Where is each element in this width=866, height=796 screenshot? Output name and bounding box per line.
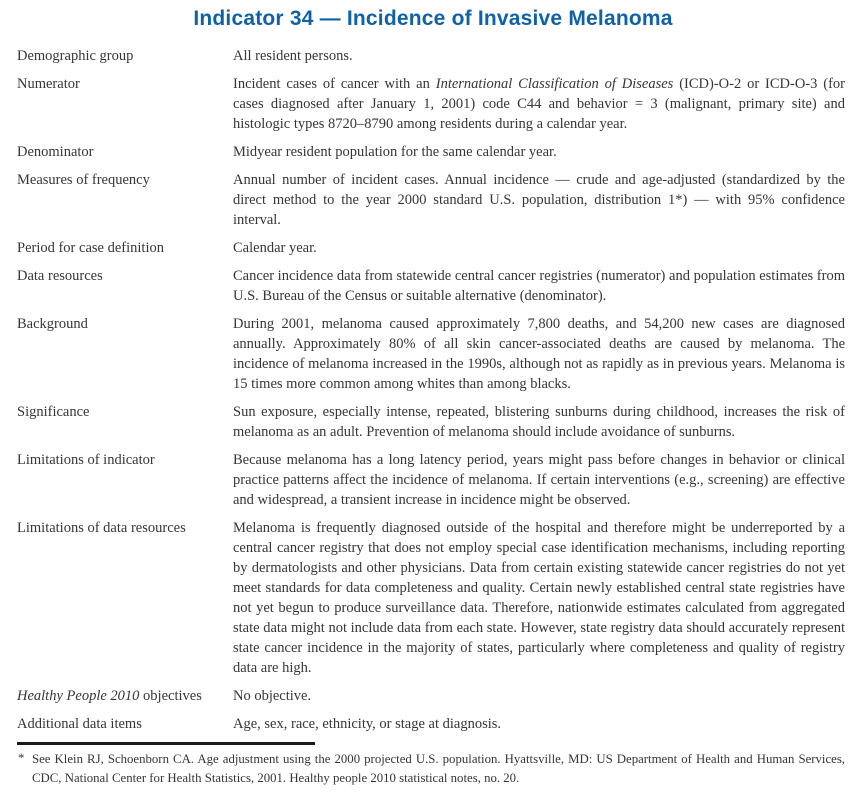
footnote-text: See Klein RJ, Schoenborn CA. Age adjustment using the 2000 projected U.S. population. Hyattsville, MD: US Department of Health and Human Services, CDC, National Center for Health Statistics, 2001. Healthy people 2010 statistical notes, no. 20. bbox=[32, 752, 845, 785]
row-value: Age, sex, race, ethnicity, or stage at diagnosis. bbox=[233, 716, 502, 732]
definition-row bbox=[17, 142, 845, 162]
indicator-definition-table bbox=[17, 46, 845, 787]
definition-row bbox=[17, 402, 845, 442]
definition-row bbox=[17, 714, 845, 734]
definition-row bbox=[17, 314, 845, 394]
row-value: Melanoma is frequently diagnosed outside of the hospital and therefore might be underreported by a central cancer registry that does not employ special case identification mechanisms, including reporting by dermatologists and other physicians. Data from certain existing statewide cancer registries do not yet meet standards for data completeness and quality. Certain newly established central state registries have not yet begun to produce surveillance data. Therefore, nationwide estimates calculated from aggregated state data might not include data from each state. However, state registry data should accurately represent state cancer incidence in the majority of states, particularly where completeness and quality of registry data are high. bbox=[233, 520, 845, 676]
row-value: Cancer incidence data from statewide central cancer registries (numerator) and population estimates from U.S. Bureau of the Census or suitable alternative (denominator). bbox=[233, 268, 845, 304]
row-value: Because melanoma has a long latency period, years might pass before changes in behavior or clinical practice patterns affect the incidence of melanoma. If certain interventions (e.g., screening) are effective and widespread, a transient increase in incidence might be observed. bbox=[233, 452, 845, 508]
definition-row bbox=[17, 238, 845, 258]
row-label: Demographic group bbox=[17, 48, 134, 64]
definition-row bbox=[17, 46, 845, 66]
definition-row bbox=[17, 518, 845, 678]
row-value: During 2001, melanoma caused approximately 7,800 deaths, and 54,200 new cases are diagnosed annually. Approximately 80% of all skin cancer-associated deaths are caused by melanoma. The incidence of melanoma increased in the 1990s, although not as rapidly as in previous years. Melanoma is 15 times more common among whites than among blacks. bbox=[233, 316, 845, 392]
footnote-marker: * bbox=[18, 751, 25, 765]
row-label: Period for case definition bbox=[17, 240, 164, 256]
row-label: Limitations of data resources bbox=[17, 520, 186, 536]
footnote-divider bbox=[17, 742, 315, 745]
definition-row bbox=[17, 74, 845, 134]
definition-row bbox=[17, 450, 845, 510]
row-label: Background bbox=[17, 316, 88, 332]
row-label: Additional data items bbox=[17, 716, 142, 732]
row-value: No objective. bbox=[233, 688, 312, 704]
definition-row bbox=[17, 266, 845, 306]
row-label: Data resources bbox=[17, 268, 103, 284]
row-value: All resident persons. bbox=[233, 48, 353, 64]
row-label: Significance bbox=[17, 404, 90, 420]
row-label: Healthy People 2010 objectives bbox=[17, 688, 202, 704]
row-value: Sun exposure, especially intense, repeated, blistering sunburns during childhood, increases the risk of melanoma as an adult. Prevention of melanoma should include avoidance of sunburns. bbox=[233, 404, 845, 440]
row-label: Numerator bbox=[17, 76, 80, 92]
row-value: Annual number of incident cases. Annual incidence — crude and age-adjusted (standardized by the direct method to the year 2000 standard U.S. population, distribution 1*) — with 95% confidence interval. bbox=[233, 172, 845, 228]
row-label: Limitations of indicator bbox=[17, 452, 155, 468]
row-value: Incident cases of cancer with an International Classification of Diseases (ICD)-O-2 or ICD-O-3 (for cases diagnosed after January 1, 2001) code C44 and behavior = 3 (malignant, primary site) and histologic types 8720–8790 among residents during a calendar year. bbox=[233, 76, 846, 132]
row-label: Measures of frequency bbox=[17, 172, 150, 188]
row-label: Denominator bbox=[17, 144, 94, 160]
definition-row bbox=[17, 170, 845, 230]
row-value: Midyear resident population for the same calendar year. bbox=[233, 144, 557, 160]
row-value: Calendar year. bbox=[233, 240, 317, 256]
page-title: Indicator 34 — Incidence of Invasive Melanoma bbox=[193, 7, 673, 30]
definition-list bbox=[17, 46, 845, 734]
definition-row bbox=[17, 686, 845, 706]
footnote bbox=[17, 750, 845, 787]
